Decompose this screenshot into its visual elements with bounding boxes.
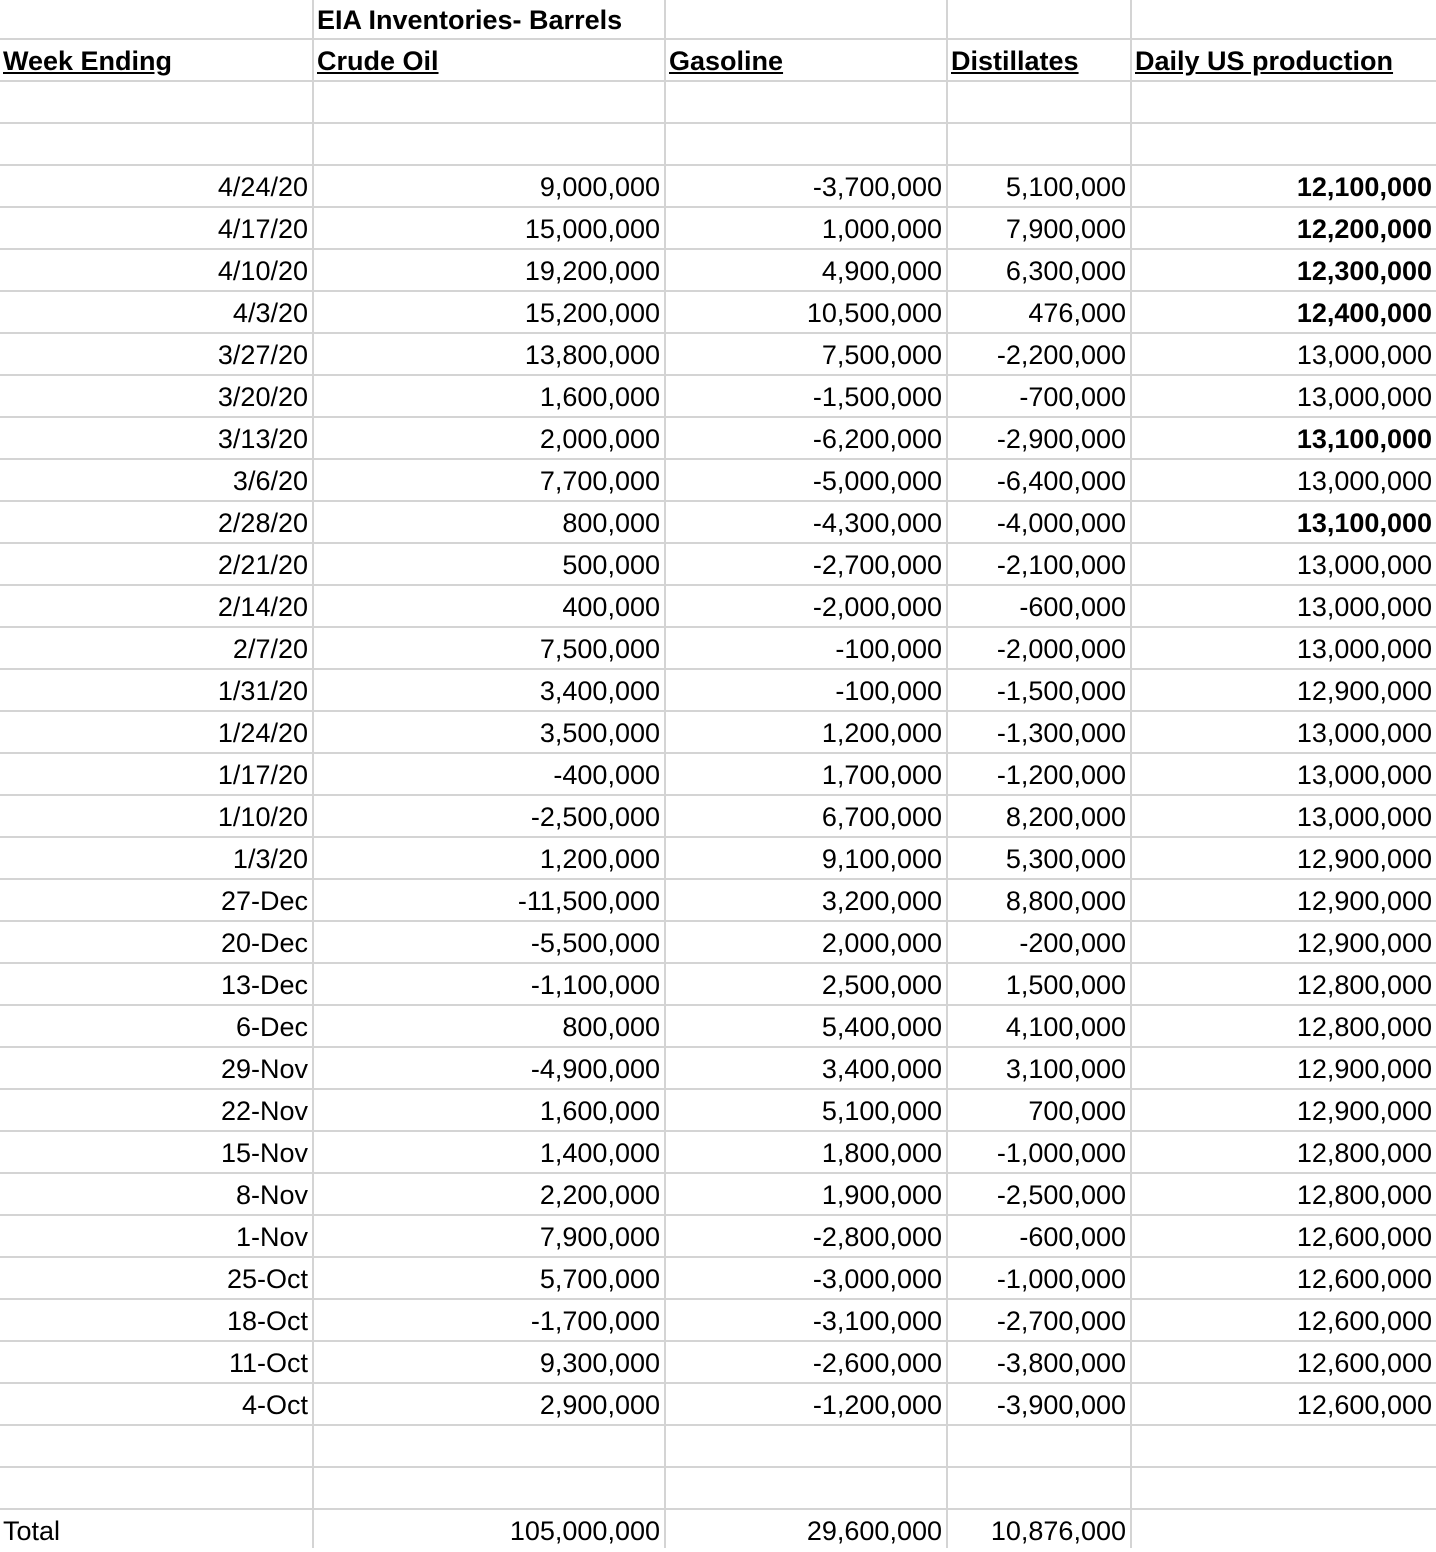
total-distillates[interactable]: 10,876,000: [990, 1516, 1126, 1546]
crude-oil-cell[interactable]: 7,700,000: [539, 466, 660, 496]
crude-oil-cell[interactable]: 2,200,000: [539, 1180, 660, 1210]
daily-production-cell[interactable]: 12,600,000: [1296, 1390, 1432, 1420]
daily-production-cell[interactable]: 12,600,000: [1296, 1306, 1432, 1336]
week-ending-cell[interactable]: 20-Dec: [220, 928, 308, 958]
daily-production-cell[interactable]: 13,000,000: [1296, 340, 1432, 370]
gasoline-cell[interactable]: 3,200,000: [821, 886, 942, 916]
table-row: [0, 838, 1436, 880]
gasoline-cell[interactable]: 10,500,000: [806, 298, 942, 328]
gasoline-cell[interactable]: -4,300,000: [812, 508, 942, 538]
header-gasoline[interactable]: Gasoline: [669, 46, 784, 76]
distillates-cell[interactable]: 8,200,000: [1005, 802, 1126, 832]
table-row: [0, 796, 1436, 838]
daily-production-cell[interactable]: 13,000,000: [1296, 466, 1432, 496]
table-row: [0, 1300, 1436, 1342]
gasoline-cell[interactable]: 1,900,000: [821, 1180, 942, 1210]
week-ending-cell[interactable]: 2/28/20: [217, 508, 308, 538]
table-row: [0, 250, 1436, 292]
crude-oil-cell[interactable]: 15,200,000: [524, 298, 660, 328]
daily-production-cell[interactable]: 13,000,000: [1296, 718, 1432, 748]
crude-oil-cell[interactable]: 15,000,000: [524, 214, 660, 244]
gasoline-cell[interactable]: -3,700,000: [812, 172, 942, 202]
daily-production-cell[interactable]: 12,100,000: [1296, 172, 1432, 202]
header-distillates[interactable]: Distillates: [951, 46, 1079, 76]
gasoline-cell[interactable]: -100,000: [835, 634, 942, 664]
table-row: [0, 586, 1436, 628]
table-row: [0, 334, 1436, 376]
daily-production-cell[interactable]: 12,200,000: [1296, 214, 1432, 244]
week-ending-cell[interactable]: 3/13/20: [217, 424, 308, 454]
distillates-cell[interactable]: -200,000: [1019, 928, 1126, 958]
table-row: [0, 628, 1436, 670]
crude-oil-cell[interactable]: -1,100,000: [530, 970, 660, 1000]
crude-oil-cell[interactable]: 7,500,000: [539, 634, 660, 664]
distillates-cell[interactable]: 700,000: [1028, 1096, 1126, 1126]
daily-production-cell[interactable]: 12,900,000: [1296, 676, 1432, 706]
week-ending-cell[interactable]: 3/6/20: [232, 466, 308, 496]
daily-production-cell[interactable]: 13,000,000: [1296, 592, 1432, 622]
table-row: [0, 376, 1436, 418]
table-row: [0, 292, 1436, 334]
week-ending-cell[interactable]: 25-Oct: [226, 1264, 308, 1294]
table-row: [0, 670, 1436, 712]
crude-oil-cell[interactable]: -400,000: [553, 760, 660, 790]
distillates-cell[interactable]: -600,000: [1019, 592, 1126, 622]
daily-production-cell[interactable]: 12,300,000: [1296, 256, 1432, 286]
crude-oil-cell[interactable]: -2,500,000: [530, 802, 660, 832]
table-row: [0, 1048, 1436, 1090]
crude-oil-cell[interactable]: 400,000: [562, 592, 660, 622]
distillates-cell[interactable]: 5,100,000: [1005, 172, 1126, 202]
daily-production-cell[interactable]: 13,000,000: [1296, 550, 1432, 580]
header-row: [0, 40, 1436, 82]
gasoline-cell[interactable]: 7,500,000: [821, 340, 942, 370]
daily-production-cell[interactable]: 13,000,000: [1296, 634, 1432, 664]
gasoline-cell[interactable]: 1,000,000: [821, 214, 942, 244]
gasoline-cell[interactable]: 3,400,000: [821, 1054, 942, 1084]
table-row: [0, 208, 1436, 250]
week-ending-cell[interactable]: 15-Nov: [220, 1138, 308, 1168]
table-row: [0, 544, 1436, 586]
gasoline-cell[interactable]: 2,000,000: [821, 928, 942, 958]
daily-production-cell[interactable]: 12,600,000: [1296, 1222, 1432, 1252]
gasoline-cell[interactable]: 5,100,000: [821, 1096, 942, 1126]
crude-oil-cell[interactable]: 1,600,000: [539, 382, 660, 412]
daily-production-cell[interactable]: 12,900,000: [1296, 844, 1432, 874]
daily-production-cell[interactable]: 12,800,000: [1296, 1138, 1432, 1168]
gasoline-cell[interactable]: 1,700,000: [821, 760, 942, 790]
week-ending-cell[interactable]: 2/14/20: [217, 592, 308, 622]
daily-production-cell[interactable]: 12,600,000: [1296, 1348, 1432, 1378]
gasoline-cell[interactable]: 4,900,000: [821, 256, 942, 286]
crude-oil-cell[interactable]: 9,000,000: [539, 172, 660, 202]
table-row: [0, 1174, 1436, 1216]
gridline-horizontal: [0, 122, 1436, 124]
gasoline-cell[interactable]: 1,800,000: [821, 1138, 942, 1168]
crude-oil-cell[interactable]: 1,200,000: [539, 844, 660, 874]
week-ending-cell[interactable]: 1/24/20: [217, 718, 308, 748]
gasoline-cell[interactable]: -1,500,000: [812, 382, 942, 412]
distillates-cell[interactable]: -3,900,000: [996, 1390, 1126, 1420]
distillates-cell[interactable]: -600,000: [1019, 1222, 1126, 1252]
gasoline-cell[interactable]: -1,200,000: [812, 1390, 942, 1420]
gasoline-cell[interactable]: -6,200,000: [812, 424, 942, 454]
total-gasoline[interactable]: 29,600,000: [806, 1516, 942, 1546]
distillates-cell[interactable]: -2,900,000: [996, 424, 1126, 454]
gasoline-cell[interactable]: -2,700,000: [812, 550, 942, 580]
distillates-cell[interactable]: -2,200,000: [996, 340, 1126, 370]
totals-row: [0, 1510, 1436, 1552]
daily-production-cell[interactable]: 12,900,000: [1296, 928, 1432, 958]
crude-oil-cell[interactable]: 7,900,000: [539, 1222, 660, 1252]
distillates-cell[interactable]: 7,900,000: [1005, 214, 1126, 244]
distillates-cell[interactable]: -2,700,000: [996, 1306, 1126, 1336]
gasoline-cell[interactable]: -3,100,000: [812, 1306, 942, 1336]
distillates-cell[interactable]: 5,300,000: [1005, 844, 1126, 874]
daily-production-cell[interactable]: 13,000,000: [1296, 382, 1432, 412]
total-crude-oil[interactable]: 105,000,000: [509, 1516, 660, 1546]
table-row: [0, 1006, 1436, 1048]
crude-oil-cell[interactable]: 13,800,000: [524, 340, 660, 370]
week-ending-cell[interactable]: 29-Nov: [220, 1054, 308, 1084]
distillates-cell[interactable]: 6,300,000: [1005, 256, 1126, 286]
gasoline-cell[interactable]: 9,100,000: [821, 844, 942, 874]
distillates-cell[interactable]: -1,500,000: [996, 676, 1126, 706]
super-header: EIA Inventories- Barrels: [317, 5, 623, 35]
table-row: [0, 1384, 1436, 1426]
week-ending-cell[interactable]: 2/7/20: [232, 634, 308, 664]
week-ending-cell[interactable]: 8-Nov: [235, 1180, 308, 1210]
gasoline-cell[interactable]: -3,000,000: [812, 1264, 942, 1294]
crude-oil-cell[interactable]: 19,200,000: [524, 256, 660, 286]
table-row: [0, 1258, 1436, 1300]
distillates-cell[interactable]: -6,400,000: [996, 466, 1126, 496]
week-ending-cell[interactable]: 3/27/20: [217, 340, 308, 370]
week-ending-cell[interactable]: 4-Oct: [241, 1390, 308, 1420]
distillates-cell[interactable]: -2,100,000: [996, 550, 1126, 580]
crude-oil-cell[interactable]: 800,000: [562, 508, 660, 538]
daily-production-cell[interactable]: 12,800,000: [1296, 1180, 1432, 1210]
table-row: [0, 1342, 1436, 1384]
daily-production-cell[interactable]: 13,100,000: [1296, 508, 1432, 538]
table-row: [0, 1132, 1436, 1174]
gridline-horizontal: [0, 1466, 1436, 1468]
week-ending-cell[interactable]: 4/3/20: [232, 298, 308, 328]
crude-oil-cell[interactable]: -11,500,000: [517, 886, 660, 916]
daily-production-cell[interactable]: 12,900,000: [1296, 1054, 1432, 1084]
crude-oil-cell[interactable]: 3,400,000: [539, 676, 660, 706]
distillates-cell[interactable]: 8,800,000: [1005, 886, 1126, 916]
distillates-cell[interactable]: -1,200,000: [996, 760, 1126, 790]
week-ending-cell[interactable]: 1/10/20: [217, 802, 308, 832]
week-ending-cell[interactable]: 6-Dec: [235, 1012, 308, 1042]
distillates-cell[interactable]: 4,100,000: [1005, 1012, 1126, 1042]
distillates-cell[interactable]: -1,300,000: [996, 718, 1126, 748]
distillates-cell[interactable]: 3,100,000: [1005, 1054, 1126, 1084]
table-row: [0, 712, 1436, 754]
gasoline-cell[interactable]: 6,700,000: [821, 802, 942, 832]
daily-production-cell[interactable]: 13,000,000: [1296, 802, 1432, 832]
header-daily-us-production[interactable]: Daily US production: [1135, 46, 1394, 76]
gasoline-cell[interactable]: -100,000: [835, 676, 942, 706]
table-row: [0, 964, 1436, 1006]
daily-production-cell[interactable]: 12,800,000: [1296, 970, 1432, 1000]
week-ending-cell[interactable]: 13-Dec: [220, 970, 308, 1000]
gasoline-cell[interactable]: 2,500,000: [821, 970, 942, 1000]
week-ending-cell[interactable]: 4/24/20: [217, 172, 308, 202]
distillates-cell[interactable]: -3,800,000: [996, 1348, 1126, 1378]
crude-oil-cell[interactable]: 500,000: [562, 550, 660, 580]
week-ending-cell[interactable]: 22-Nov: [220, 1096, 308, 1126]
week-ending-cell[interactable]: 4/17/20: [217, 214, 308, 244]
daily-production-cell[interactable]: 12,400,000: [1296, 298, 1432, 328]
total-label[interactable]: Total: [3, 1516, 61, 1546]
distillates-cell[interactable]: 476,000: [1028, 298, 1126, 328]
header-week-ending[interactable]: Week Ending: [3, 46, 173, 76]
table-row: [0, 1090, 1436, 1132]
gasoline-cell[interactable]: 1,200,000: [821, 718, 942, 748]
distillates-cell[interactable]: -700,000: [1019, 382, 1126, 412]
crude-oil-cell[interactable]: 3,500,000: [539, 718, 660, 748]
week-ending-cell[interactable]: 18-Oct: [226, 1306, 308, 1336]
table-row: [0, 418, 1436, 460]
distillates-cell[interactable]: -2,500,000: [996, 1180, 1126, 1210]
crude-oil-cell[interactable]: -5,500,000: [530, 928, 660, 958]
gasoline-cell[interactable]: -5,000,000: [812, 466, 942, 496]
crude-oil-cell[interactable]: 2,900,000: [539, 1390, 660, 1420]
week-ending-cell[interactable]: 1/3/20: [232, 844, 308, 874]
daily-production-cell[interactable]: 13,100,000: [1296, 424, 1432, 454]
week-ending-cell[interactable]: 1-Nov: [235, 1222, 308, 1252]
distillates-cell[interactable]: -1,000,000: [996, 1264, 1126, 1294]
week-ending-cell[interactable]: 4/10/20: [217, 256, 308, 286]
distillates-cell[interactable]: -2,000,000: [996, 634, 1126, 664]
total-production[interactable]: [1132, 1510, 1436, 1552]
distillates-cell[interactable]: -4,000,000: [996, 508, 1126, 538]
daily-production-cell[interactable]: 12,800,000: [1296, 1012, 1432, 1042]
crude-oil-cell[interactable]: 1,400,000: [539, 1138, 660, 1168]
table-row: [0, 754, 1436, 796]
daily-production-cell[interactable]: 12,900,000: [1296, 886, 1432, 916]
week-ending-cell[interactable]: 1/31/20: [217, 676, 308, 706]
gasoline-cell[interactable]: 5,400,000: [821, 1012, 942, 1042]
gasoline-cell[interactable]: -2,600,000: [812, 1348, 942, 1378]
crude-oil-cell[interactable]: 9,300,000: [539, 1348, 660, 1378]
week-ending-cell[interactable]: 2/21/20: [217, 550, 308, 580]
week-ending-cell[interactable]: 1/17/20: [217, 760, 308, 790]
week-ending-cell[interactable]: 3/20/20: [217, 382, 308, 412]
daily-production-cell[interactable]: 12,900,000: [1296, 1096, 1432, 1126]
gasoline-cell[interactable]: -2,000,000: [812, 592, 942, 622]
crude-oil-cell[interactable]: 2,000,000: [539, 424, 660, 454]
week-ending-cell[interactable]: 27-Dec: [220, 886, 308, 916]
table-row: [0, 460, 1436, 502]
distillates-cell[interactable]: 1,500,000: [1005, 970, 1126, 1000]
week-ending-cell[interactable]: 11-Oct: [228, 1348, 308, 1378]
crude-oil-cell[interactable]: 800,000: [562, 1012, 660, 1042]
crude-oil-cell[interactable]: 1,600,000: [539, 1096, 660, 1126]
distillates-cell[interactable]: -1,000,000: [996, 1138, 1126, 1168]
header-crude-oil[interactable]: Crude Oil: [317, 46, 439, 76]
table-row: [0, 1216, 1436, 1258]
gasoline-cell[interactable]: -2,800,000: [812, 1222, 942, 1252]
crude-oil-cell[interactable]: -4,900,000: [530, 1054, 660, 1084]
daily-production-cell[interactable]: 13,000,000: [1296, 760, 1432, 790]
table-row: [0, 502, 1436, 544]
table-row: [0, 166, 1436, 208]
daily-production-cell[interactable]: 12,600,000: [1296, 1264, 1432, 1294]
crude-oil-cell[interactable]: -1,700,000: [530, 1306, 660, 1336]
crude-oil-cell[interactable]: 5,700,000: [539, 1264, 660, 1294]
table-row: [0, 880, 1436, 922]
table-row: [0, 922, 1436, 964]
